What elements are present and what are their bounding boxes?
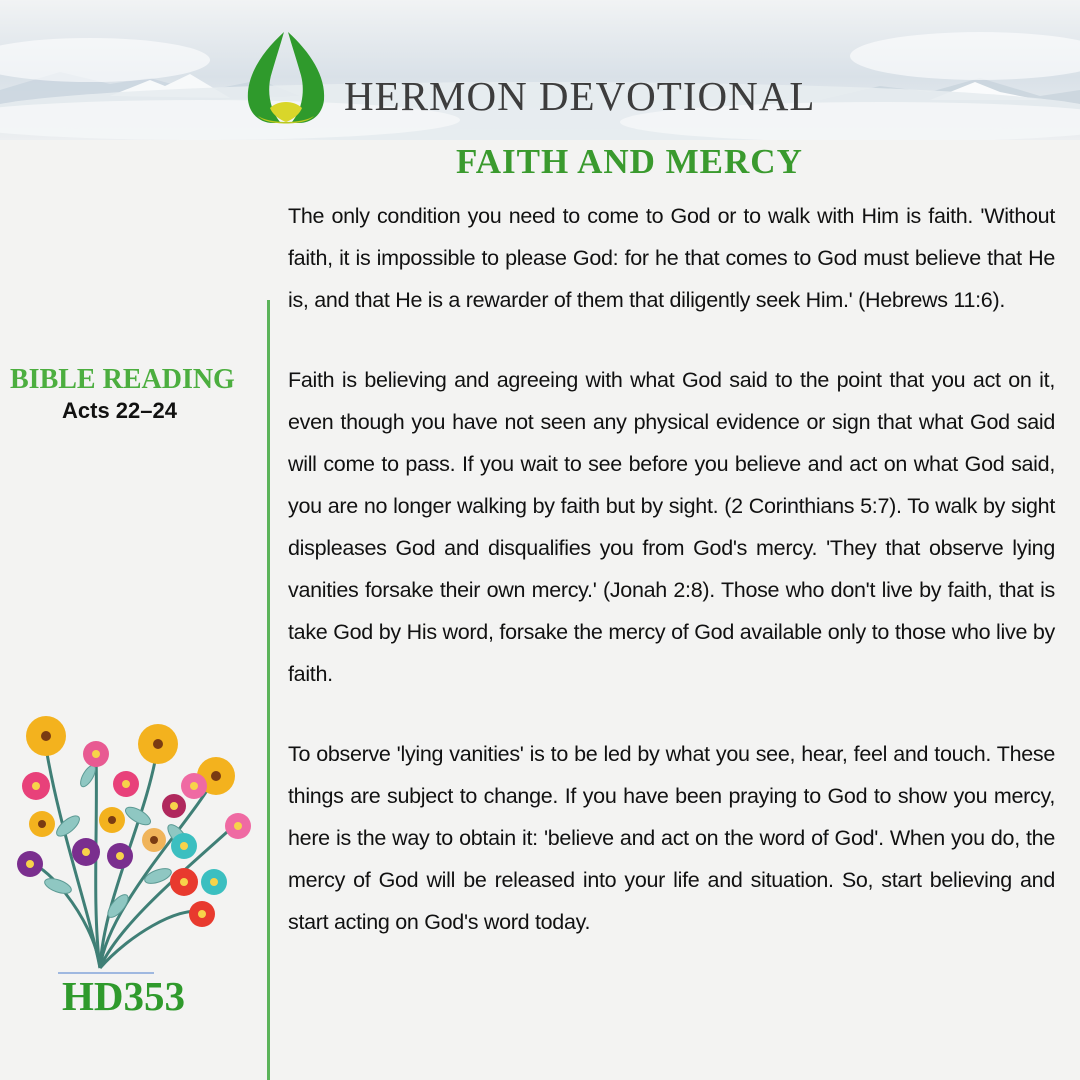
hermon-leaf-logo-icon (240, 30, 332, 128)
devotional-title: FAITH AND MERCY (456, 142, 803, 181)
body-paragraph: Faith is believing and agreeing with what God said to the point that you act on it, even though you have not seen any physical evidence or sign that what God said will come to pass. If you wait to see before you believe and act on what God said, you are no longer walking by faith but by sight. (2 Corinthians 5:7). To walk by sight displeases God and disqualifies you from God's mercy. 'They that observe lying vanities forsake their own mercy.' (Jonah 2:8). Those who don't live by faith, that is take God by His word, forsake the mercy of God available only to those who live by faith. (288, 368, 1055, 686)
body-paragraph: To observe 'lying vanities' is to be led by what you see, hear, feel and touch. These things are subject to change. If you have been praying to God to show you mercy, here is the way to obtain it: 'believe and act on the word of God'. When you do, the mercy of God will be released into your life and situation. So, start believing and start acting on God's word today. (288, 742, 1055, 934)
body-paragraph: The only condition you need to come to God or to walk with Him is faith. 'Without faith, it is impossible to please God: for he that comes to God must believe that He is, and that He is a rewarder of them that diligently seek Him.' (Hebrews 11:6). (288, 204, 1055, 312)
flower-bouquet-illustration (8, 706, 264, 976)
bible-reading-label: BIBLE READING (10, 364, 235, 395)
brand-name: HERMON DEVOTIONAL (344, 73, 816, 119)
header-banner (0, 0, 1080, 140)
devotional-body (288, 195, 1055, 943)
vertical-divider (267, 300, 270, 1080)
bible-reading-reference: Acts 22–24 (62, 398, 177, 423)
devotional-code: HD353 (62, 973, 185, 1019)
